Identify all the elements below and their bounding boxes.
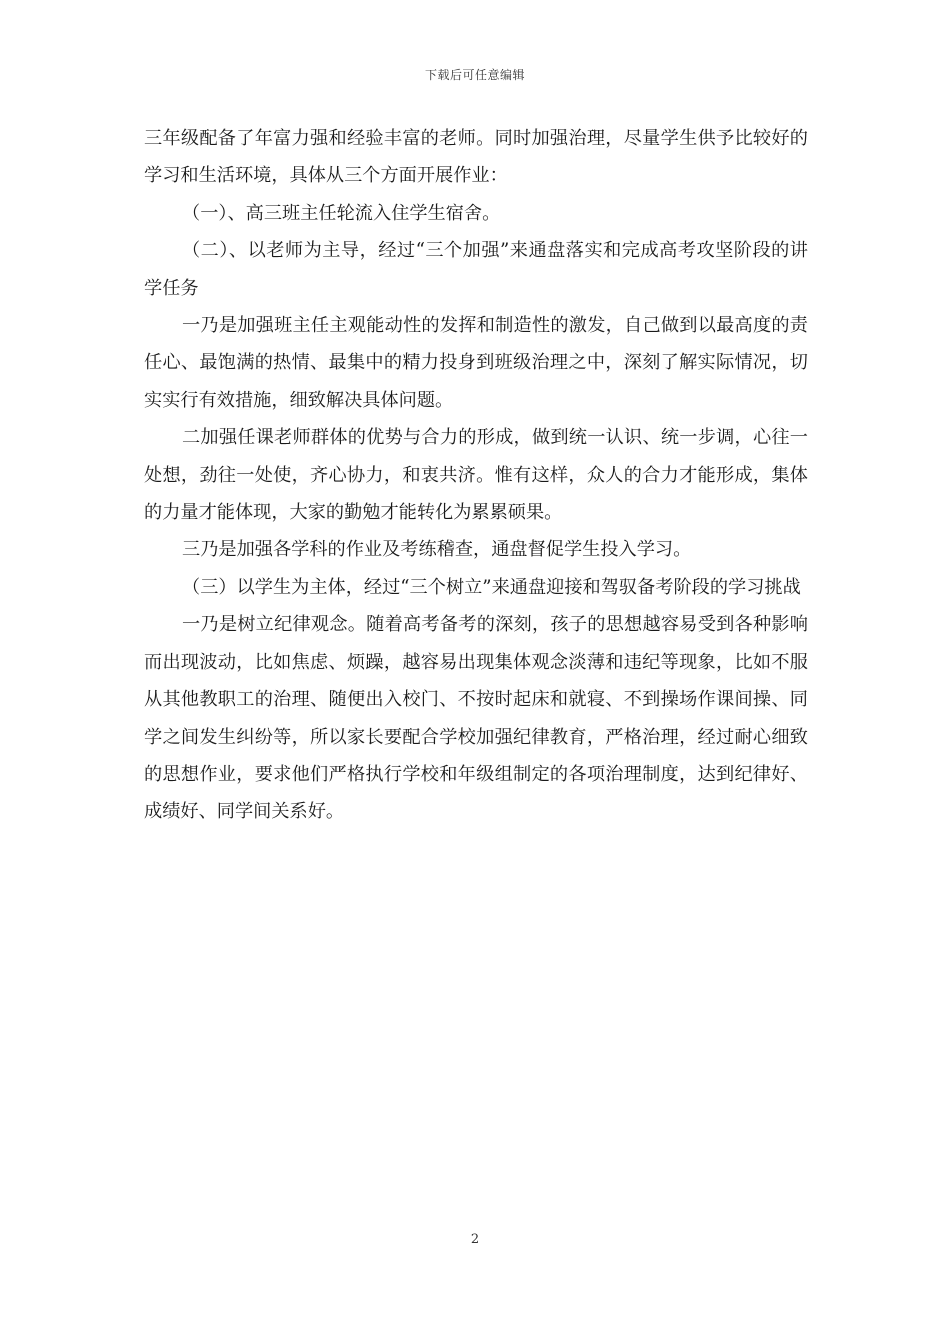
paragraph-2: （一）、高三班主任轮流入住学生宿舍。 xyxy=(182,202,501,224)
page-number: 2 xyxy=(470,1232,480,1247)
document-body xyxy=(144,120,808,831)
paragraph-3: （二）、以老师为主导，经过“三个加强”来通盘落实和完成高考攻坚阶段的讲学任务 xyxy=(144,240,808,299)
paragraph-1: 三年级配备了年富力强和经验丰富的老师。同时加强治理，尽量学生供予比较好的学习和生活环境，具体从三个方面开展作业： xyxy=(144,128,808,187)
paragraph-4: 一乃是加强班主任主观能动性的发挥和制造性的激发，自己做到以最高度的责任心、最饱满的热情、最集中的精力投身到班级治理之中，深刻了解实际情况，切实实行有效措施，细致解决具体问题。 xyxy=(144,315,808,411)
paragraph-7: （三）以学生为主体，经过“三个树立”来通盘迎接和驾驭备考阶段的学习挑战 xyxy=(182,576,801,598)
page-header: 下载后可任意编辑 xyxy=(424,68,525,82)
paragraph-5: 二加强任课老师群体的优势与合力的形成，做到统一认识、统一步调，心往一处想，劲往一处使，齐心协力，和衷共济。惟有这样，众人的合力才能形成，集体的力量才能体现，大家的勤勉才能转化为累累硕果。 xyxy=(144,427,808,524)
paragraph-8: 一乃是树立纪律观念。随着高考备考的深刻，孩子的思想越容易受到各种影响而出现波动，比如焦虑、烦躁，越容易出现集体观念淡薄和违纪等现象，比如不服从其他教职工的治理、随便出入校门、不按时起床和就寝、不到操场作课间操、同学之间发生纠纷等，所以家长要配合学校加强纪律教育，严格治理，经过耐心细致的思想作业，要求他们严格执行学校和年级组制定的各项治理制度，达到纪律好、成绩好、同学间关系好。 xyxy=(144,614,808,823)
paragraph-6: 三乃是加强各学科的作业及考练稽查，通盘督促学生投入学习。 xyxy=(182,539,692,561)
